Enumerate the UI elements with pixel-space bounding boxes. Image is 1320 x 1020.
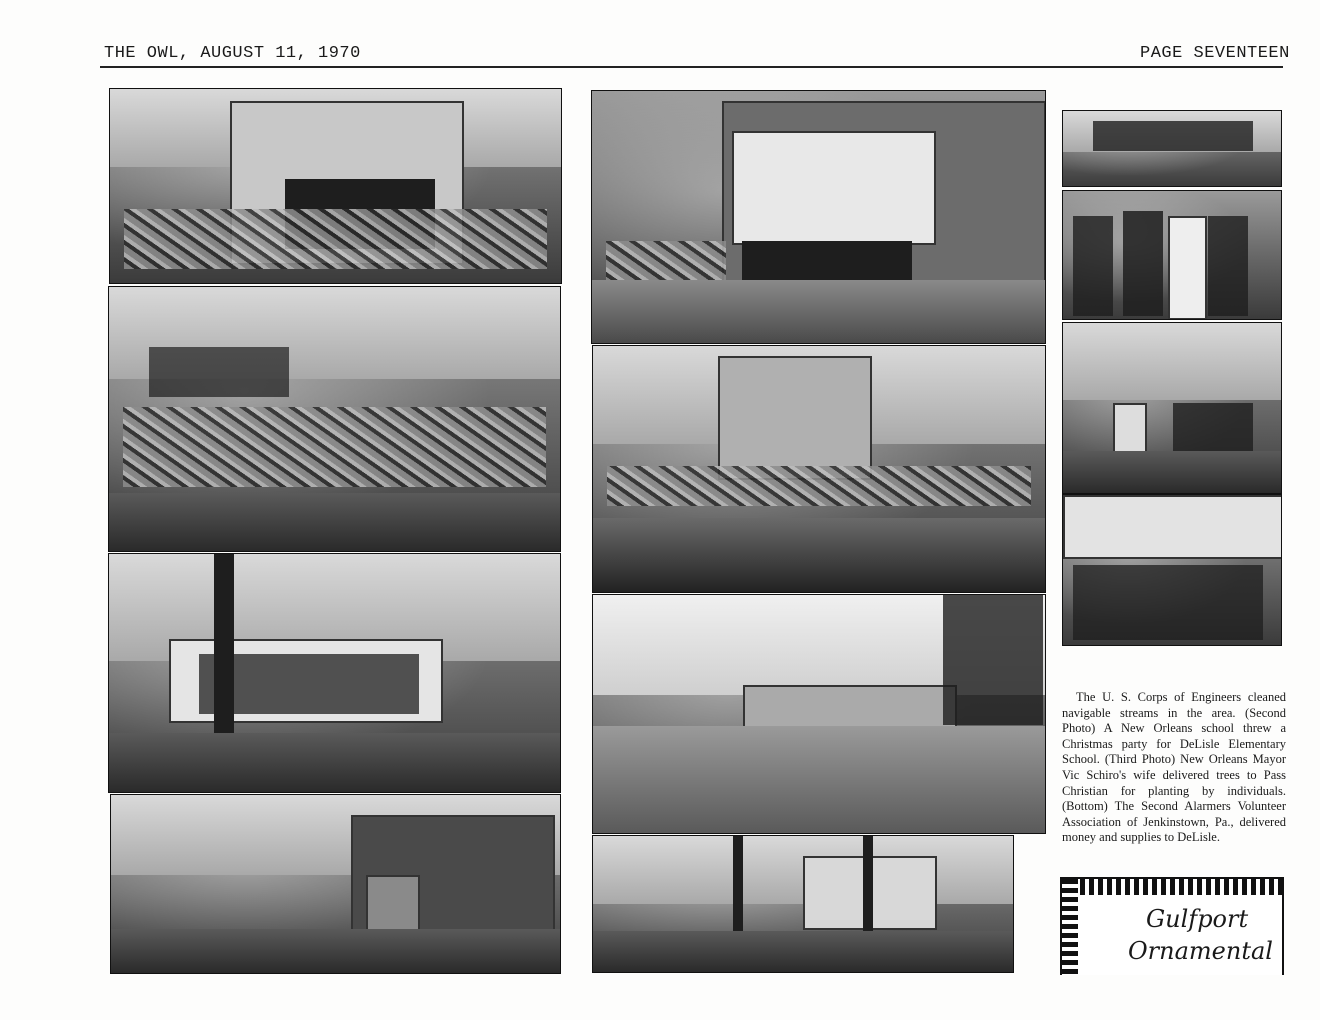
- header-rule: [100, 66, 1283, 68]
- gulfport-ornamental-ad: [1060, 877, 1284, 975]
- photo-collapsed-canopy: [592, 594, 1046, 834]
- photo-dredging-stream: [1062, 110, 1282, 187]
- photo-caption: The U. S. Corps of Engineers cleaned navigable streams in the area. (Second Photo) A New Orleans school threw a Christmas party for DeLisle Elementary School. (Third Photo) New Orleans Mayor Vic Schiro's wife delivered trees to Pass Christian for planting by individuals. (Bottom) The Second Alarmers Volunteer Association of Jenkinstown, Pa., delivered money and supplies to DeLisle.: [1062, 690, 1286, 845]
- photo-church-pavilion: [108, 553, 561, 793]
- photo-christmas-party: [1062, 190, 1282, 320]
- photo-damaged-building: [109, 88, 562, 284]
- photo-church-trees: [592, 835, 1014, 973]
- ad-line-2: Ornamental: [1128, 937, 1273, 965]
- photo-brick-building: [592, 345, 1046, 593]
- photo-school-wall-damage: [591, 90, 1046, 344]
- ornamental-border-left: [1062, 879, 1078, 975]
- page-number: PAGE SEVENTEEN: [1140, 44, 1290, 63]
- ad-line-1: Gulfport: [1146, 905, 1249, 933]
- ornamental-border-top: [1062, 879, 1282, 895]
- photo-volunteers-delivery: [1062, 494, 1282, 646]
- photo-debris-field: [108, 286, 561, 552]
- photo-vault-ruins: [110, 794, 561, 974]
- photo-tree-planting: [1062, 322, 1282, 494]
- masthead-date: THE OWL, AUGUST 11, 1970: [104, 44, 361, 63]
